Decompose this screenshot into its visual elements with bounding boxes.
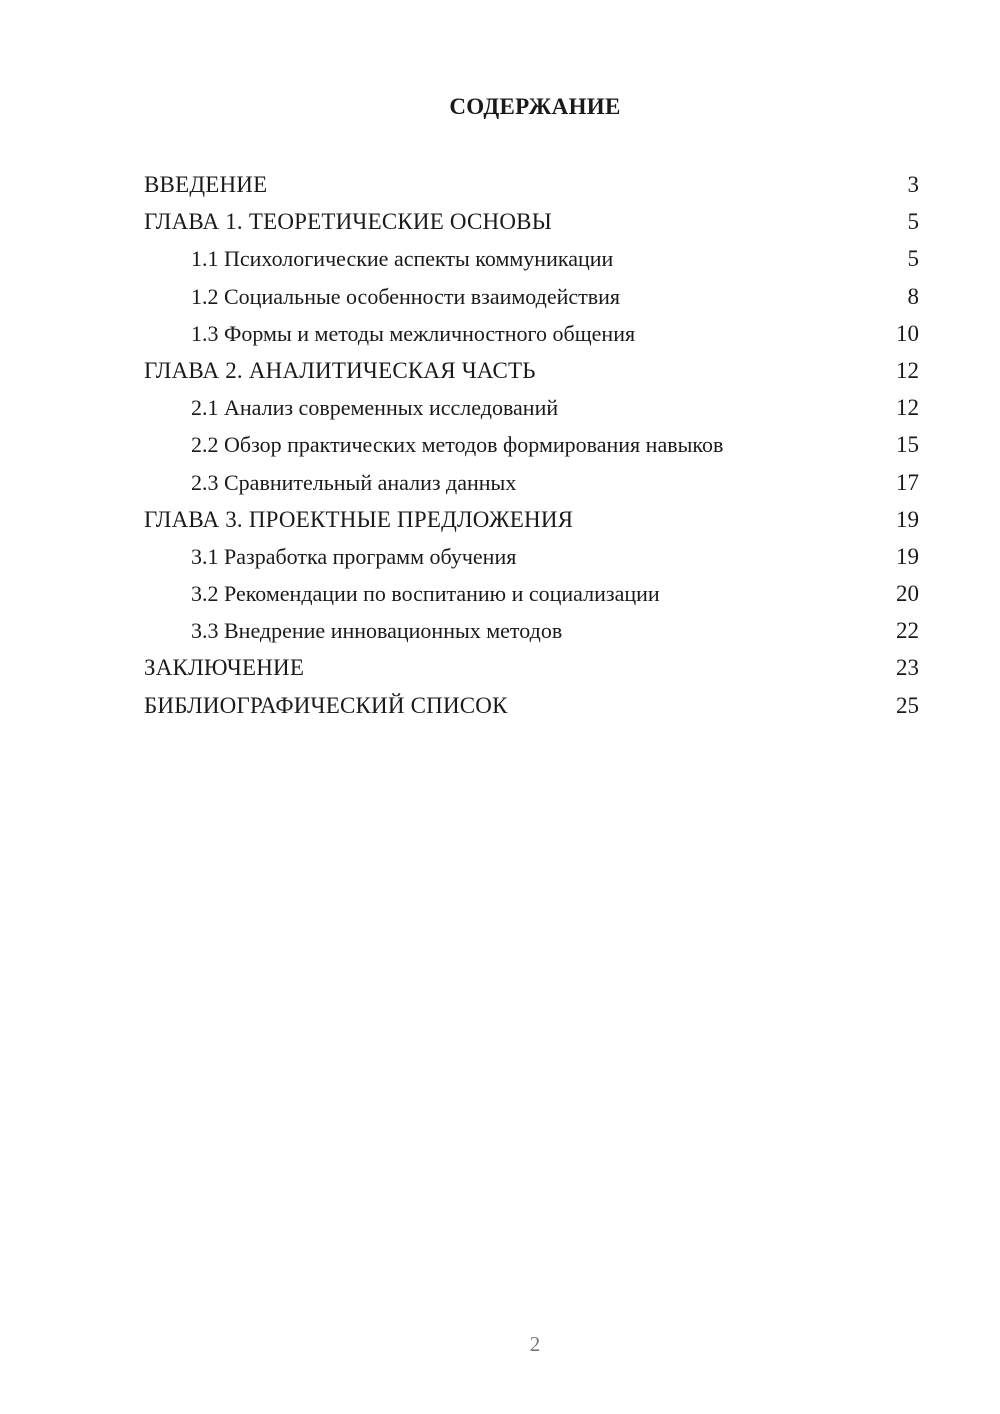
toc-entry[interactable]: [144, 389, 919, 426]
toc-entry-page: 3: [907, 172, 919, 197]
toc-entry-label: 1.3 Формы и методы межличностного общения: [191, 320, 636, 346]
toc-entry-page: 22: [896, 618, 919, 644]
toc-entry[interactable]: [144, 501, 919, 538]
toc-entry-page: 12: [896, 357, 919, 383]
toc-entry[interactable]: [144, 166, 919, 203]
toc-entry-label: ВВЕДЕНИЕ: [144, 172, 268, 197]
toc-entry[interactable]: [144, 649, 919, 686]
page-number: 2: [529, 1332, 541, 1356]
toc-entry-page: 23: [896, 655, 919, 681]
toc-entry-page: 19: [896, 506, 919, 532]
toc-entry[interactable]: [144, 687, 919, 724]
toc-entry-page: 10: [896, 320, 919, 346]
toc-entry[interactable]: [144, 352, 919, 389]
toc-entry[interactable]: [144, 612, 919, 649]
toc-entry-label: 3.1 Разработка программ обучения: [191, 543, 517, 569]
toc-entry[interactable]: [144, 203, 919, 240]
toc-entry[interactable]: [144, 315, 919, 352]
toc-entry-label: ЗАКЛЮЧЕНИЕ: [144, 655, 305, 681]
toc-entry-page: 12: [896, 395, 919, 421]
table-of-contents: [144, 166, 919, 724]
page-title: СОДЕРЖАНИЕ: [449, 94, 621, 119]
toc-entry-page: 17: [896, 469, 919, 495]
toc-entry-label: 2.2 Обзор практических методов формирования навыков: [191, 432, 724, 458]
toc-entry-label: 1.1 Психологические аспекты коммуникации: [191, 246, 614, 272]
toc-entry-label: ГЛАВА 3. ПРОЕКТНЫЕ ПРЕДЛОЖЕНИЯ: [144, 506, 574, 532]
toc-entry-page: 5: [907, 246, 919, 272]
toc-entry-label: БИБЛИОГРАФИЧЕСКИЙ СПИСОК: [144, 692, 508, 718]
toc-entry-page: 8: [907, 283, 919, 309]
toc-entry-label: 3.2 Рекомендации по воспитанию и социализации: [191, 581, 660, 607]
toc-entry-label: 1.2 Социальные особенности взаимодействия: [191, 283, 621, 309]
toc-entry-label: ГЛАВА 1. ТЕОРЕТИЧЕСКИЕ ОСНОВЫ: [144, 209, 552, 235]
toc-entry[interactable]: [144, 538, 919, 575]
toc-entry-label: ГЛАВА 2. АНАЛИТИЧЕСКАЯ ЧАСТЬ: [144, 357, 536, 383]
toc-entry-label: 2.1 Анализ современных исследований: [191, 395, 559, 421]
toc-entry[interactable]: [144, 240, 919, 277]
toc-entry-page: 25: [896, 692, 919, 718]
toc-entry[interactable]: [144, 278, 919, 315]
toc-entry[interactable]: [144, 426, 919, 463]
toc-entry-label: 3.3 Внедрение инновационных методов: [191, 618, 563, 644]
toc-entry-page: 19: [896, 543, 919, 569]
toc-entry-page: 5: [907, 209, 919, 235]
toc-entry-label: 2.3 Сравнительный анализ данных: [191, 469, 517, 495]
toc-entry-page: 15: [896, 432, 919, 458]
toc-entry[interactable]: [144, 464, 919, 501]
toc-entry[interactable]: [144, 575, 919, 612]
toc-entry-page: 20: [896, 581, 919, 607]
